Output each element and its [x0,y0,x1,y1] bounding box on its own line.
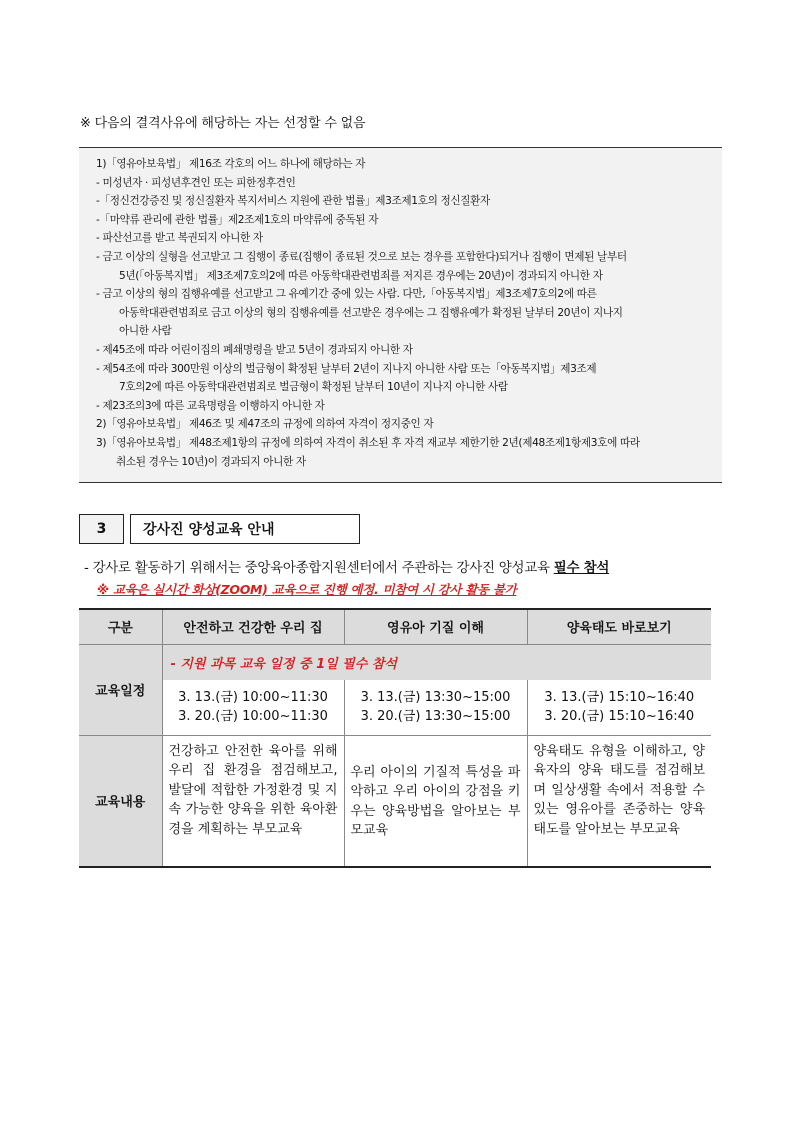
disqualification-line: 3)「영유아보육법」 제48조제1항의 규정에 의하여 자격이 취소된 후 자격 재교부 제한기한 2년(제48조제1항제3호에 따라 [96,436,640,449]
schedule-date: 3. 13.(금) 15:10~16:40 [544,690,695,706]
schedule-note: - 지원 과목 교육 일정 중 1일 필수 참석 [162,644,711,680]
schedule-date: 3. 13.(금) 10:00~11:30 [178,690,328,706]
disqualification-line: 5년(「아동복지법」 제3조제7호의2에 따른 아동학대관련범죄를 저지른 경우에는 20년)이 경과되지 아니한 자 [119,269,603,282]
disqualification-line: - 금고 이상의 실형을 선고받고 그 집행이 종료(집행이 종료된 것으로 보는 경우를 포함한다)되거나 집행이 면제된 날부터 [96,250,627,263]
schedule-label: 교육일정 [79,644,162,735]
schedule-course-3 [527,680,711,735]
disqualification-line: -「정신건강증진 및 정신질환자 복지서비스 지원에 관한 법률」제3조제1호의 정신질환자 [96,195,490,208]
disqualification-line: - 파산선고를 받고 복권되지 아니한 자 [96,232,263,245]
disqualification-note: ※ 다음의 결격사유에 해당하는 자는 선정할 수 없음 [80,116,366,131]
content-course-2: 우리 아이의 기질적 특성을 파악하고 우리 아이의 강점을 키우는 양육방법을 알아보는 부모교육 [344,735,527,867]
schedule-course-2 [344,680,527,735]
schedule-date: 3. 20.(금) 13:30~15:00 [360,709,511,725]
disqualification-line: 1)「영유아보육법」 제16조 각호의 어느 하나에 해당하는 자 [96,158,366,170]
section-number: 3 [79,514,124,544]
schedule-course-1 [162,680,344,735]
disqualification-line: - 제54조에 따라 300만원 이상의 벌금형이 확정된 날부터 2년이 지나지 아니한 사람 또는「아동복지법」제3조제 [96,362,597,375]
section-title: 강사진 양성교육 안내 [130,514,360,544]
zoom-warning: ※ 교육은 실시간 화상(ZOOM) 교육으로 진행 예정. 미참여 시 강사 활동 불가 [97,582,517,597]
disqualification-line: 아동학대관련범죄로 금고 이상의 형의 집행유예를 선고받은 경우에는 그 집행유예가 확정된 날부터 20년이 지나지 [119,306,623,319]
disqualification-line: 2)「영유아보육법」 제46조 및 제47조의 규정에 의하여 자격이 정지중인 자 [96,418,434,431]
disqualification-line: - 제45조에 따라 어린이집의 폐쇄명령을 받고 5년이 경과되지 아니한 자 [96,343,413,356]
training-table [79,608,711,868]
content-label: 교육내용 [79,735,162,867]
content-course-3: 양육태도 유형을 이해하고, 양육자의 양육 태도를 점검해보며 일상생활 속에서 적용할 수 있는 영유아를 존중하는 양육태도를 알아보는 부모교육 [527,735,711,867]
attendance-text: - 강사로 활동하기 위해서는 중앙육아종합지원센터에서 주관하는 강사진 양성교육 [84,560,554,576]
disqualification-line: - 금고 이상의 형의 집행유예를 선고받고 그 유예기간 중에 있는 사람. 다만,「아동복지법」제3조제7호의2에 따른 [96,288,597,301]
header-course-3: 양육태도 바로보기 [527,609,711,644]
disqualification-box [79,147,722,483]
disqualification-line: 취소된 경우는 10년)이 경과되지 아니한 자 [116,455,306,468]
header-category: 구분 [79,609,162,644]
header-course-1: 안전하고 건강한 우리 집 [162,609,344,644]
attendance-emphasis: 필수 참석 [553,560,610,576]
disqualification-line: -「마약류 관리에 관한 법률」제2조제1호의 마약류에 중독된 자 [96,213,379,226]
disqualification-line: - 제23조의3에 따른 교육명령을 이행하지 아니한 자 [96,399,325,412]
attendance-requirement [84,556,609,576]
schedule-date: 3. 20.(금) 10:00~11:30 [178,709,328,725]
disqualification-line: - 미성년자 · 피성년후견인 또는 피한정후견인 [96,176,296,189]
disqualification-line: 7호의2에 따른 아동학대관련범죄로 벌금형이 확정된 날부터 10년이 지나지 아니한 사람 [119,381,508,394]
disqualification-line: 아니한 사람 [119,325,172,338]
schedule-date: 3. 20.(금) 15:10~16:40 [544,709,695,725]
schedule-date: 3. 13.(금) 13:30~15:00 [360,690,511,706]
content-course-1: 건강하고 안전한 육아를 위해 우리 집 환경을 점검해보고, 발달에 적합한 가정환경 및 지속 가능한 양육을 위한 육아환경을 계획하는 부모교육 [162,735,344,867]
header-course-2: 영유아 기질 이해 [344,609,527,644]
